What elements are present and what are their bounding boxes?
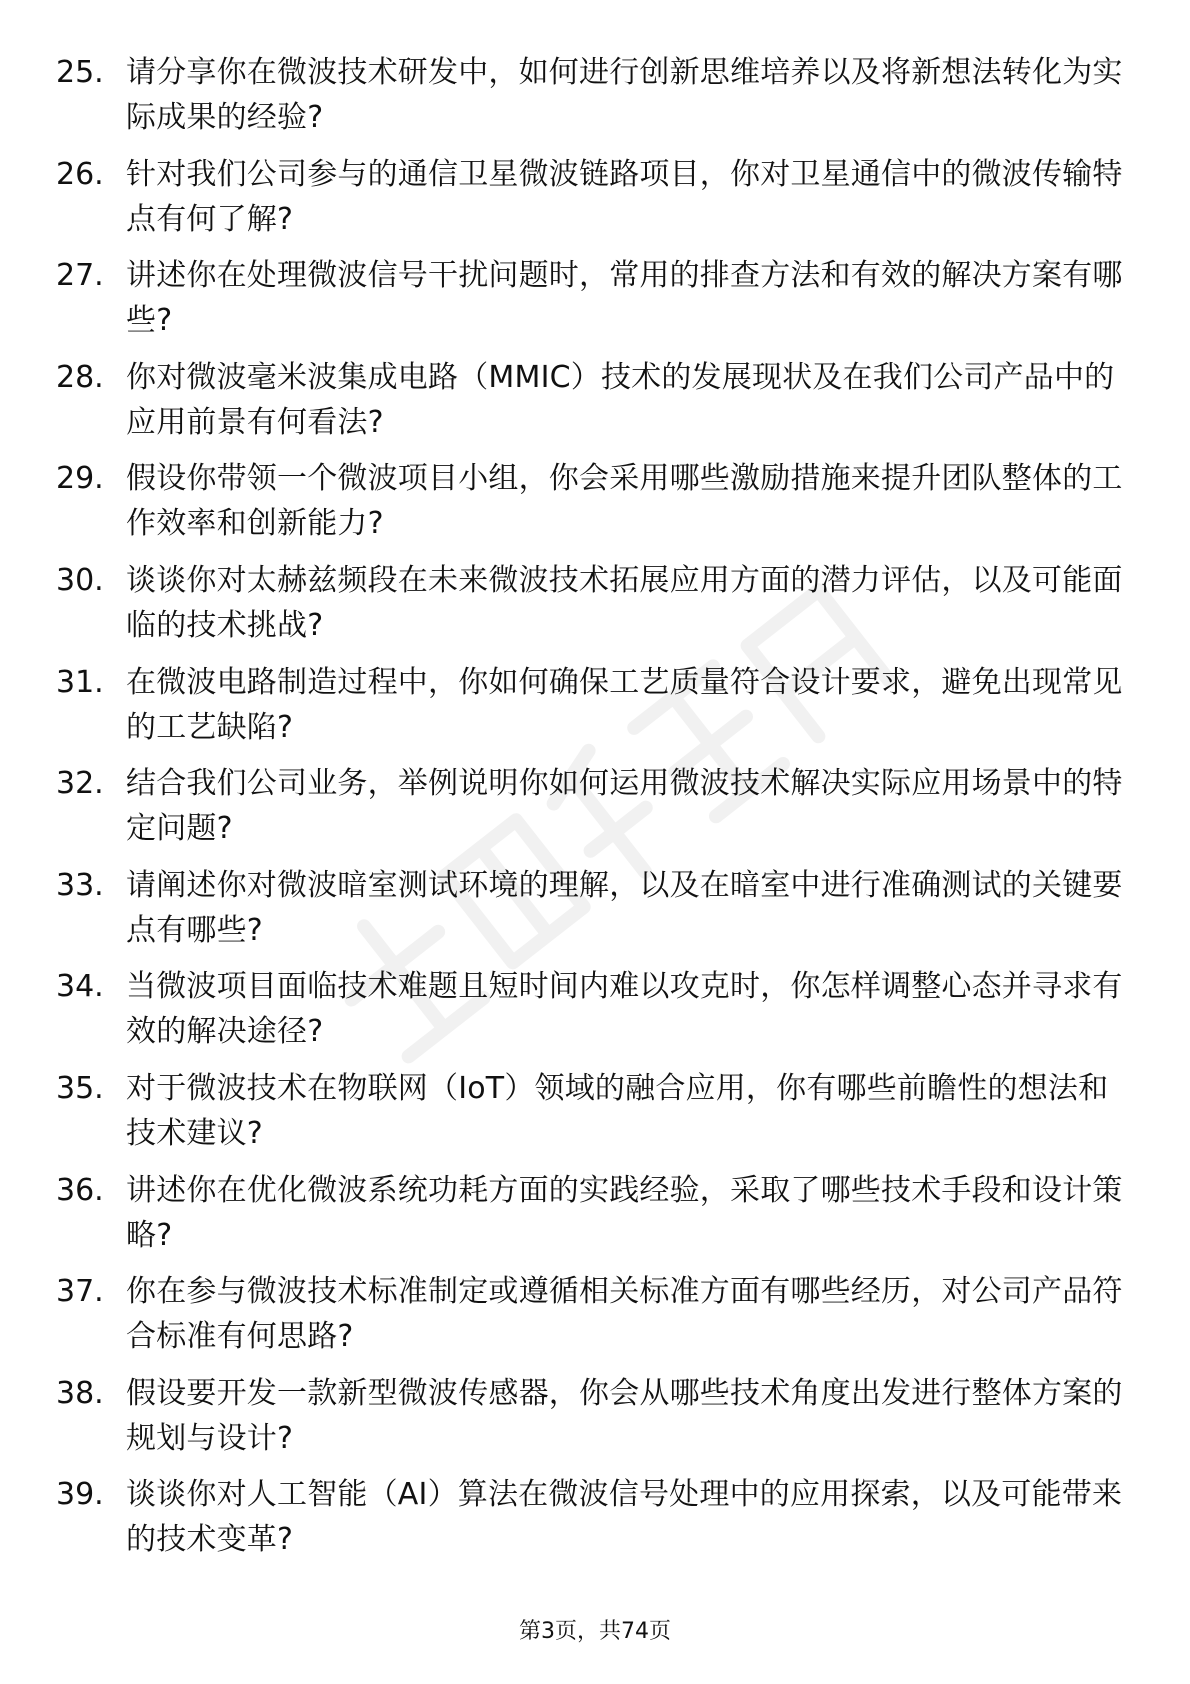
question-text: 你在参与微波技术标准制定或遵循相关标准方面有哪些经历，对公司产品符合标准有何思路? — [126, 1274, 1123, 1355]
question-text: 谈谈你对人工智能（AI）算法在微波信号处理中的应用探索，以及可能带来的技术变革? — [126, 1477, 1123, 1558]
question-number: 25. — [56, 55, 104, 90]
question-item — [0, 1066, 1190, 1168]
question-number: 36. — [56, 1172, 104, 1208]
question-text: 假设要开发一款新型微波传感器，你会从哪些技术角度出发进行整体方案的规划与设计? — [126, 1375, 1123, 1456]
question-item — [0, 1269, 1190, 1371]
page-number-label: 第3页，共74页 — [519, 1619, 671, 1644]
question-item — [0, 50, 1190, 152]
question-text: 针对我们公司参与的通信卫星微波链路项目，你对卫星通信中的微波传输特点有何了解? — [126, 156, 1123, 237]
question-number: 27. — [56, 258, 104, 294]
question-number: 35. — [56, 1070, 104, 1106]
question-text: 谈谈你对太赫兹频段在未来微波技术拓展应用方面的潜力评估，以及可能面临的技术挑战? — [126, 562, 1123, 643]
page-footer — [0, 1617, 1190, 1647]
question-number: 29. — [56, 461, 104, 497]
question-text: 结合我们公司业务，举例说明你如何运用微波技术解决实际应用场景中的特定问题? — [126, 766, 1123, 847]
question-text: 请阐述你对微波暗室测试环境的理解，以及在暗室中进行准确测试的关键要点有哪些? — [126, 867, 1123, 948]
question-number: 38. — [56, 1375, 104, 1411]
question-number: 32. — [56, 766, 104, 802]
question-item — [0, 152, 1190, 254]
question-item — [0, 253, 1190, 355]
question-text: 讲述你在处理微波信号干扰问题时，常用的排查方法和有效的解决方案有哪些? — [126, 258, 1123, 339]
question-number: 37. — [56, 1274, 104, 1310]
question-item — [0, 964, 1190, 1066]
question-item — [0, 660, 1190, 762]
question-item — [0, 1168, 1190, 1270]
question-number: 31. — [56, 664, 104, 700]
question-number: 39. — [56, 1477, 104, 1513]
question-item — [0, 558, 1190, 660]
question-text: 讲述你在优化微波系统功耗方面的实践经验，采取了哪些技术手段和设计策略? — [126, 1172, 1123, 1253]
question-number: 34. — [56, 969, 104, 1005]
question-number: 26. — [56, 156, 104, 192]
question-number: 30. — [56, 562, 104, 598]
question-text: 假设你带领一个微波项目小组，你会采用哪些激励措施来提升团队整体的工作效率和创新能力? — [126, 461, 1123, 542]
question-item — [0, 1371, 1190, 1473]
question-list — [0, 50, 1190, 1574]
question-number: 28. — [56, 359, 104, 395]
question-text: 对于微波技术在物联网（IoT）领域的融合应用，你有哪些前瞻性的想法和技术建议? — [126, 1070, 1109, 1151]
question-number: 33. — [56, 867, 104, 903]
question-text: 请分享你在微波技术研发中，如何进行创新思维培养以及将新想法转化为实际成果的经验? — [126, 55, 1123, 135]
question-item — [0, 761, 1190, 863]
question-item — [0, 355, 1190, 457]
question-text: 在微波电路制造过程中，你如何确保工艺质量符合设计要求，避免出现常见的工艺缺陷? — [126, 664, 1123, 745]
question-item — [0, 863, 1190, 965]
question-item — [0, 456, 1190, 558]
question-text: 当微波项目面临技术难题且短时间内难以攻克时，你怎样调整心态并寻求有效的解决途径? — [126, 969, 1123, 1050]
question-text: 你对微波毫米波集成电路（MMIC）技术的发展现状及在我们公司产品中的应用前景有何看法? — [126, 359, 1115, 440]
question-item — [0, 1472, 1190, 1574]
